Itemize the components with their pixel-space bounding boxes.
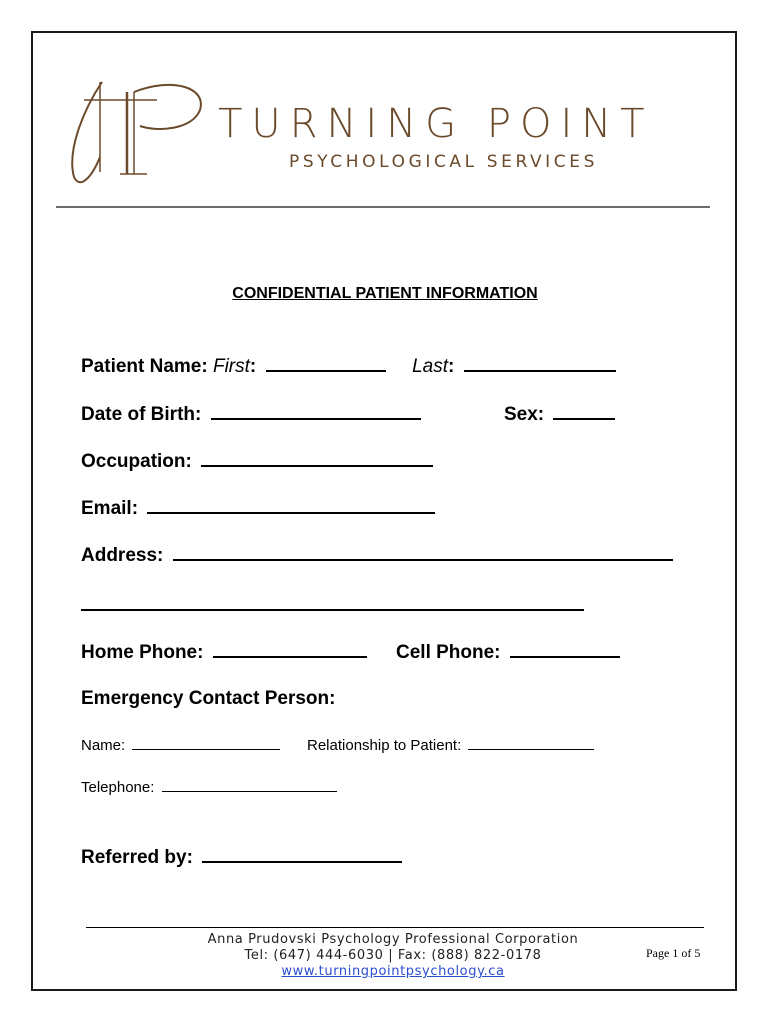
cell-phone-field[interactable] xyxy=(510,642,620,658)
address-field[interactable] xyxy=(173,545,673,561)
page-number: Page 1 of 5 xyxy=(646,946,701,960)
emergency-heading: Emergency Contact Person: xyxy=(81,688,336,709)
ec-relationship-label: Relationship to Patient: xyxy=(307,737,462,754)
last-name-field[interactable] xyxy=(464,356,616,372)
brand-title: TURNING POINT xyxy=(218,101,654,147)
footer-divider xyxy=(86,927,704,928)
brand-subtitle: PSYCHOLOGICAL SERVICES xyxy=(289,152,598,172)
ec-relationship-field[interactable] xyxy=(468,737,594,750)
occupation-label: Occupation: xyxy=(81,451,192,472)
first-name-field[interactable] xyxy=(266,356,386,372)
sex-row xyxy=(504,404,615,424)
occupation-field[interactable] xyxy=(201,451,433,467)
email-label: Email: xyxy=(81,498,139,519)
occupation-row xyxy=(81,451,433,471)
cell-phone-row xyxy=(396,642,620,662)
header-divider xyxy=(56,206,710,208)
dob-label: Date of Birth: xyxy=(81,404,202,425)
ec-name-label: Name: xyxy=(81,737,126,754)
email-field[interactable] xyxy=(147,498,435,514)
referred-row xyxy=(81,847,402,867)
referred-label: Referred by: xyxy=(81,847,193,868)
ec-telephone-label: Telephone: xyxy=(81,779,155,796)
referred-field[interactable] xyxy=(202,847,402,863)
dob-row xyxy=(81,404,421,424)
home-phone-label: Home Phone: xyxy=(81,642,204,663)
turning-point-logo xyxy=(62,72,212,192)
ec-name-field[interactable] xyxy=(132,737,280,750)
email-row xyxy=(81,498,435,518)
first-label: First xyxy=(212,356,250,377)
sex-label: Sex: xyxy=(504,404,545,425)
home-phone-row xyxy=(81,642,367,662)
address-line-2-field[interactable] xyxy=(81,609,584,611)
footer-company: Anna Prudovski Psychology Professional Corporation xyxy=(207,932,579,947)
patient-name-label: Patient Name: xyxy=(81,356,208,377)
ec-name-row xyxy=(81,737,280,753)
ec-relationship-row xyxy=(307,737,594,753)
last-label: Last xyxy=(412,356,449,377)
address-label: Address: xyxy=(81,545,164,566)
form-title: CONFIDENTIAL PATIENT INFORMATION xyxy=(232,285,538,302)
dob-field[interactable] xyxy=(211,404,421,420)
address-row xyxy=(81,545,673,565)
footer-website-link[interactable]: www.turningpointpsychology.ca xyxy=(281,964,505,979)
home-phone-field[interactable] xyxy=(213,642,367,658)
footer-contact: Tel: (647) 444-6030 | Fax: (888) 822-0178 xyxy=(244,948,542,963)
ec-telephone-field[interactable] xyxy=(162,779,337,792)
sex-field[interactable] xyxy=(553,404,615,420)
cell-phone-label: Cell Phone: xyxy=(396,642,501,663)
patient-name-row: Patient Name: First: Last: xyxy=(81,356,616,376)
ec-telephone-row xyxy=(81,779,337,795)
